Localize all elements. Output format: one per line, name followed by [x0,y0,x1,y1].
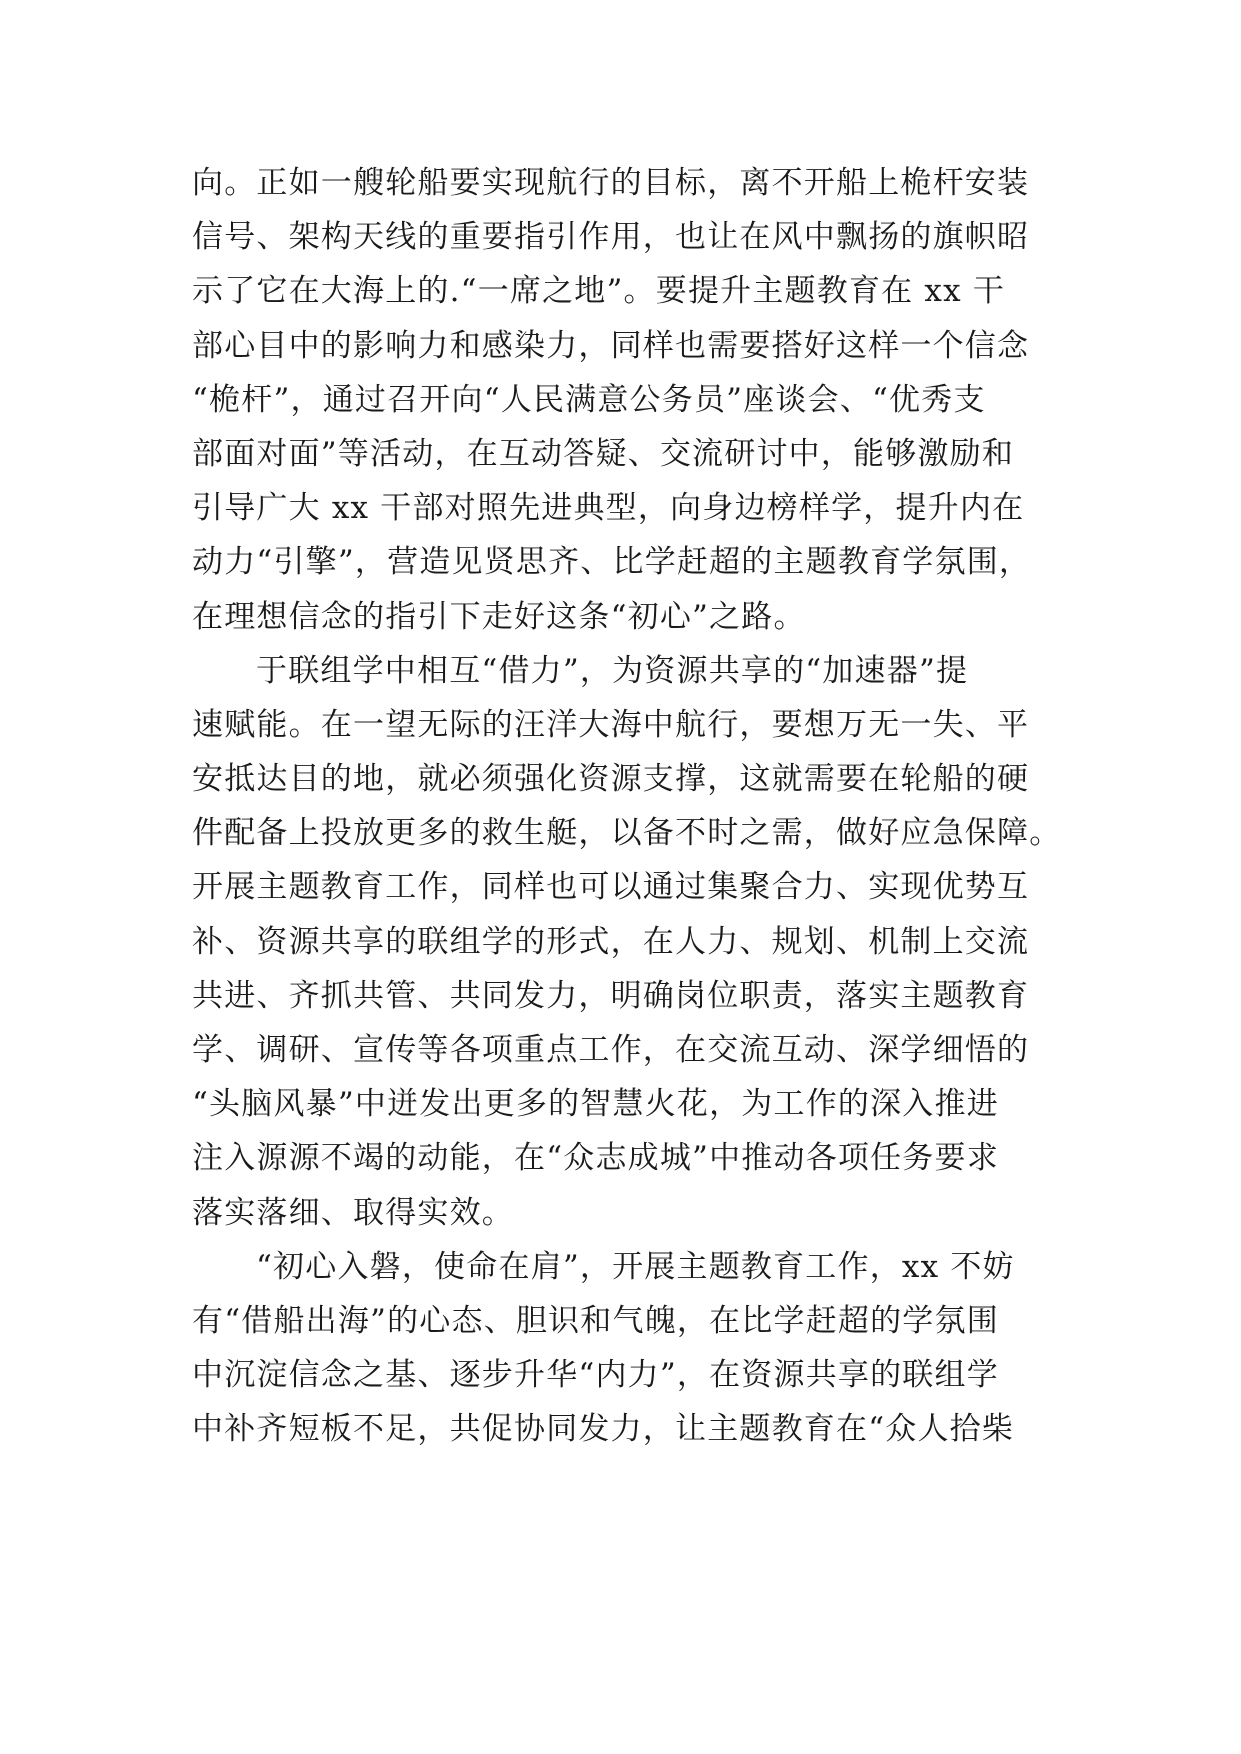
text-line: 引导广大 xx 干部对照先进典型，向身边榜样学，提升内在 [192,490,1025,527]
text-line: 有“借船出海”的心态、胆识和气魄，在比学赶超的学氛围 [192,1302,999,1339]
text-line: 信号、架构天线的重要指引作用，也让在风中飘扬的旗帜昭 [192,219,1030,256]
text-line: 注入源源不竭的动能，在“众志成城”中推动各项任务要求 [192,1140,999,1177]
text-line: 速赋能。在一望无际的汪洋大海中航行，要想万无一失、平 [192,706,1030,743]
text-line: 学、调研、宣传等各项重点工作，在交流互动、深学细悟的 [192,1032,1030,1068]
text-line: 向。正如一艘轮船要实现航行的目标，离不开船上桅杆安装 [192,165,1030,201]
text-line: 共进、齐抓共管、共同发力，明确岗位职责，落实主题教育 [192,977,1030,1014]
paragraph-1 [192,156,1052,644]
text-line: 部面对面”等活动，在互动答疑、交流研讨中，能够激励和 [192,435,1015,472]
text-line: 落实落细、取得实效。 [192,1194,514,1231]
text-line: 中沉淀信念之基、逐步升华“内力”，在资源共享的联组学 [192,1357,999,1394]
text-line: 部心目中的影响力和感染力，同样也需要搭好这样一个信念 [192,327,1030,364]
text-line: 动力“引擎”，营造见贤思齐、比学赶超的主题教育学氛围， [192,544,1032,581]
text-line: 件配备上投放更多的救生艇，以备不时之需，做好应急保障。 [192,815,1062,852]
text-line: “初心入磐，使命在肩”，开展主题教育工作，xx 不妨 [256,1248,1015,1285]
text-line: 示了它在大海上的.“一席之地”。要提升主题教育在 xx 干 [192,273,1006,310]
text-line: 于联组学中相互“借力”，为资源共享的“加速器”提 [256,652,969,689]
paragraph-3 [192,1240,1052,1457]
text-line: 中补齐短板不足，共促协同发力，让主题教育在“众人拾柴 [192,1411,1015,1448]
text-line: 补、资源共享的联组学的形式，在人力、规划、机制上交流 [192,923,1030,960]
text-line: “桅杆”，通过召开向“人民满意公务员”座谈会、“优秀支 [192,381,986,418]
document-body [192,156,1062,1457]
text-line: 开展主题教育工作，同样也可以通过集聚合力、实现优势互 [192,869,1030,906]
text-line: 在理想信念的指引下走好这条“初心”之路。 [192,598,806,635]
text-line: “头脑风暴”中迸发出更多的智慧火花，为工作的深入推进 [192,1086,999,1123]
text-line: 安抵达目的地，就必须强化资源支撑，这就需要在轮船的硬 [192,761,1030,798]
paragraph-2 [192,644,1062,1240]
